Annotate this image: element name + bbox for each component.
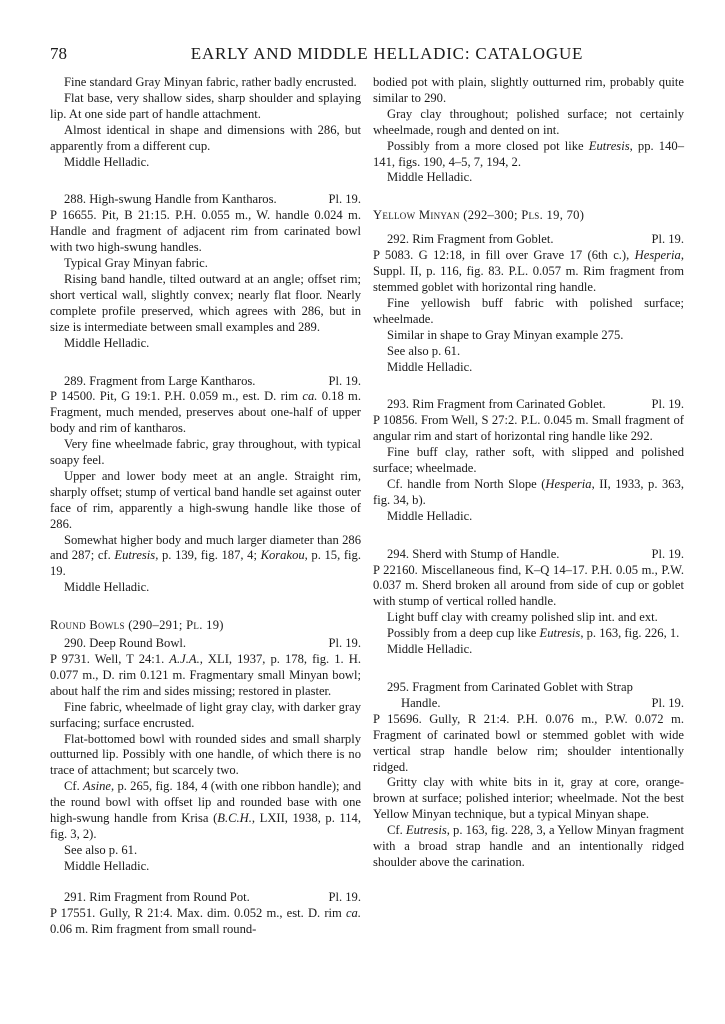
paragraph: Fine standard Gray Minyan fabric, rather badly encrusted.	[64, 75, 357, 89]
paragraph: Flat base, very shallow sides, sharp shoulder and splaying lip. At one side part of handle attachment.	[50, 90, 361, 121]
entry-293	[373, 397, 684, 524]
paragraph: Almost identical in shape and dimensions with 286, but apparently from a different cup.	[50, 122, 361, 153]
paragraph: Middle Helladic.	[64, 335, 150, 350]
running-title: EARLY AND MIDDLE HELLADIC: CATALOGUE	[190, 44, 584, 63]
section-heading-round-bowls: Round Bowls (290–291; Pl. 19)	[50, 618, 224, 633]
entry-295	[373, 680, 684, 871]
entry-heading: 294. Sherd with Stump of Handle. Pl. 19.	[387, 546, 684, 561]
entry-details: P 5083. G 12:18, in fill over Grave 17 (6th c.), Hesperia, Suppl. II, p. 116, fig. 83. P.L. 0.057 m. Rim fragment from stemmed goblet with horizontal ring handle.	[373, 248, 684, 294]
entry-heading: 291. Rim Fragment from Round Pot. Pl. 19.	[64, 889, 361, 904]
paragraph: Somewhat higher body and much larger diameter than 286 and 287; cf. Eutresis, p. 139, fig. 187, 4; Korakou, p. 15, fig. 19.	[50, 532, 362, 579]
entry-details: P 9731. Well, T 24:1. A.J.A., XLI, 1937, p. 178, fig. 1. H. 0.077 m., D. rim 0.121 m. Fragmentary small Minyan bowl; about half the rim and sides missing; restored in plaster.	[50, 652, 361, 698]
entry-details: P 16655. Pit, B 21:15. P.H. 0.055 m., W. handle 0.024 m. Handle and fragment of adjacent rim from carinated bowl with two high-swung handles.	[50, 208, 361, 255]
paragraph: Fine yellowish buff fabric with polished surface; wheelmade.	[373, 295, 684, 326]
paragraph: Very fine wheelmade fabric, gray throughout, with typical soapy feel.	[50, 437, 361, 468]
entry-294	[373, 547, 684, 658]
section-heading-yellow-minyan: Yellow Minyan (292–300; Pls. 19, 70)	[373, 208, 585, 223]
paragraph: Similar in shape to Gray Minyan example 275.	[387, 327, 624, 342]
paragraph: Middle Helladic.	[387, 170, 473, 185]
entry-details: P 15696. Gully, R 21:4. P.H. 0.076 m., P.W. 0.072 m. Fragment of carinated bowl or stemmed goblet with wide vertical strap handle below rim; shoulder intentionally ridged.	[373, 711, 684, 774]
paragraph: Rising band handle, tilted outward at an angle; offset rim; short vertical wall, slightly convex; nearly flat floor. Nearly complete profile preserved, which agrees with 286, but in size is intermediate between small examples and 289.	[50, 271, 361, 334]
entry-290	[50, 636, 361, 875]
entry-details: P 14500. Pit, G 19:1. P.H. 0.059 m., est. D. rim ca. 0.18 m. Fragment, much mended, preserves about one-half of upper body and rim of kantharos.	[50, 389, 361, 436]
entry-details: bodied pot with plain, slightly outturned rim, probably quite similar to 290.	[373, 75, 684, 105]
paragraph: Gray clay throughout; polished surface; not certainly wheelmade, rough and dented on int.	[373, 106, 684, 137]
paragraph: Typical Gray Minyan fabric.	[64, 256, 208, 271]
right-column	[373, 75, 684, 871]
paragraph: Middle Helladic.	[387, 508, 473, 523]
entry-287-continued	[50, 75, 361, 170]
plate-ref: Pl. 19.	[328, 373, 361, 388]
paragraph: Middle Helladic.	[64, 858, 150, 873]
paragraph: Possibly from a deep cup like Eutresis, p. 163, fig. 226, 1.	[387, 626, 680, 641]
plate-ref: Pl. 19.	[651, 232, 684, 247]
entry-291	[50, 890, 361, 938]
entry-291-continued	[373, 75, 684, 186]
entry-heading-continued: Handle. Pl. 19.	[401, 695, 684, 710]
entry-details: P 10856. From Well, S 27:2. P.L. 0.045 m. Small fragment of angular rim and start of horizontal ring handle like 292.	[373, 413, 684, 444]
paragraph: Light buff clay with creamy polished slip int. and ext.	[387, 610, 658, 625]
paragraph: Possibly from a more closed pot like Eutresis, pp. 140–141, figs. 190, 4–5, 7, 194, 2.	[373, 138, 684, 169]
paragraph: Gritty clay with white bits in it, gray at core, orange-brown at surface; polished interior; wheelmade. Not the best Yellow Minyan technique, but a typical Minyan shape.	[373, 775, 684, 822]
entry-heading: 288. High-swung Handle from Kantharos. Pl. 19.	[64, 192, 361, 207]
paragraph: Fine buff clay, rather soft, with slipped and polished surface; wheelmade.	[373, 445, 684, 476]
paragraph: See also p. 61.	[64, 842, 138, 857]
paragraph: Cf. handle from North Slope (Hesperia, II, 1933, p. 363, fig. 34, b).	[373, 476, 684, 507]
plate-ref: Pl. 19.	[651, 397, 684, 412]
running-header	[50, 44, 684, 68]
entry-details: P 17551. Gully, R 21:4. Max. dim. 0.052 m., est. D. rim ca. 0.06 m. Rim fragment from small round-	[50, 905, 361, 936]
paragraph: Cf. Asine, p. 265, fig. 184, 4 (with one ribbon handle); and the round bowl with offset lip and rounded base with one high-swung handle from Krisa (B.C.H., LXII, 1938, p. 114, fig. 3, 2).	[50, 779, 362, 841]
entry-heading: 290. Deep Round Bowl. Pl. 19.	[64, 636, 361, 651]
paragraph: See also p. 61.	[387, 343, 461, 358]
entry-heading: 289. Fragment from Large Kantharos. Pl. 19.	[64, 373, 361, 388]
paragraph: Middle Helladic.	[387, 359, 473, 374]
plate-ref: Pl. 19.	[328, 889, 361, 904]
entry-289	[50, 374, 361, 597]
paragraph: Fine fabric, wheelmade of light gray clay, with darker gray surfacing; surface encrusted.	[50, 699, 361, 730]
entry-heading: 295. Fragment from Carinated Goblet with Strap	[387, 680, 633, 694]
page-number: 78	[50, 44, 67, 63]
plate-ref: Pl. 19.	[328, 636, 361, 651]
entry-288	[50, 192, 361, 351]
plate-ref: Pl. 19.	[328, 192, 361, 207]
paragraph: Upper and lower body meet at an angle. Straight rim, sharply offset; stump of vertical band handle set against outer face of rim, apparently a high-swung handle like those of 286.	[50, 468, 361, 531]
plate-ref: Pl. 19.	[651, 546, 684, 561]
entry-details: P 22160. Miscellaneous find, K–Q 14–17. P.H. 0.05 m., P.W. 0.037 m. Sherd broken all around from side of cup or goblet with stump of vertical rolled handle.	[373, 562, 684, 609]
entry-heading: 293. Rim Fragment from Carinated Goblet. Pl. 19.	[387, 397, 684, 412]
entry-292	[373, 232, 684, 375]
paragraph: Middle Helladic.	[64, 154, 150, 169]
entry-heading: 292. Rim Fragment from Goblet. Pl. 19.	[387, 232, 684, 247]
paragraph: Middle Helladic.	[387, 642, 473, 657]
left-column	[50, 75, 361, 937]
paragraph: Middle Helladic.	[64, 580, 150, 595]
paragraph: Flat-bottomed bowl with rounded sides and small sharply outturned lip. Possibly with one handle, of which there is no trace of attachment; but scarcely two.	[50, 731, 361, 778]
paragraph: Cf. Eutresis, p. 163, fig. 228, 3, a Yellow Minyan fragment with a broad strap handle and an intentionally ridged shoulder above the carination.	[373, 823, 684, 869]
plate-ref: Pl. 19.	[651, 695, 684, 710]
